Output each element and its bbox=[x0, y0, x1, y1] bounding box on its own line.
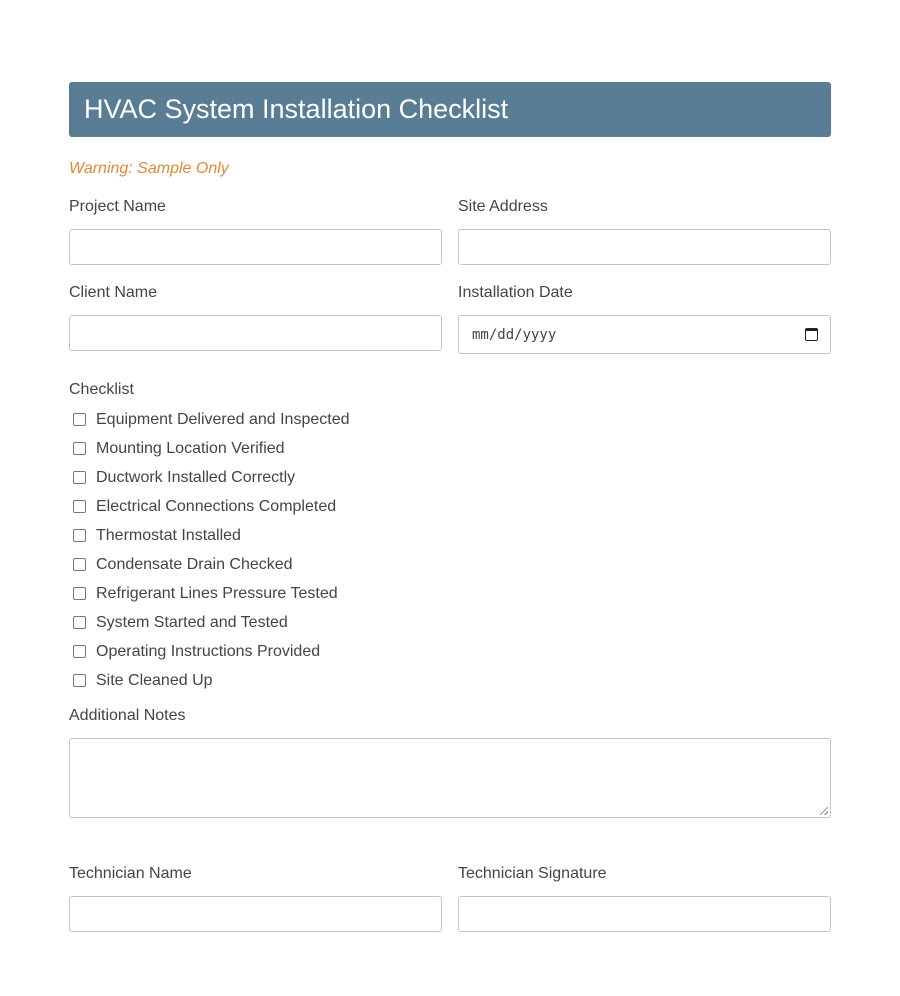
checklist-item[interactable] bbox=[69, 521, 350, 550]
project-name-input[interactable] bbox=[69, 229, 442, 265]
checkbox[interactable] bbox=[73, 442, 86, 455]
checkbox[interactable] bbox=[73, 674, 86, 687]
checklist-item[interactable] bbox=[69, 579, 350, 608]
calendar-icon[interactable] bbox=[805, 328, 818, 341]
site-address-input[interactable] bbox=[458, 229, 831, 265]
client-name-label: Client Name bbox=[69, 284, 158, 301]
checkbox[interactable] bbox=[73, 616, 86, 629]
checklist-item[interactable] bbox=[69, 492, 350, 521]
checklist-item-label: System Started and Tested bbox=[96, 613, 288, 631]
project-name-label: Project Name bbox=[69, 198, 166, 215]
additional-notes-textarea[interactable] bbox=[69, 738, 831, 818]
checklist-item-label: Operating Instructions Provided bbox=[96, 642, 321, 660]
site-address-label: Site Address bbox=[458, 198, 548, 215]
checklist-item[interactable] bbox=[69, 666, 350, 695]
checklist-item-label: Equipment Delivered and Inspected bbox=[96, 410, 350, 428]
installation-date-input[interactable] bbox=[458, 315, 831, 354]
checklist-label: Checklist bbox=[69, 381, 134, 398]
date-placeholder: mm/dd/yyyy bbox=[472, 326, 557, 343]
checklist-item-label: Ductwork Installed Correctly bbox=[96, 468, 296, 486]
technician-name-label: Technician Name bbox=[69, 865, 192, 882]
installation-date-label: Installation Date bbox=[458, 284, 573, 301]
client-name-input[interactable] bbox=[69, 315, 442, 351]
checklist-item-label: Mounting Location Verified bbox=[96, 439, 285, 457]
technician-name-input[interactable] bbox=[69, 896, 442, 932]
technician-signature-label: Technician Signature bbox=[458, 865, 607, 882]
form-header bbox=[69, 82, 831, 137]
checklist-item[interactable] bbox=[69, 434, 350, 463]
checklist-item-label: Refrigerant Lines Pressure Tested bbox=[96, 584, 338, 602]
checklist bbox=[69, 405, 350, 695]
checkbox[interactable] bbox=[73, 413, 86, 426]
technician-signature-input[interactable] bbox=[458, 896, 831, 932]
checklist-item[interactable] bbox=[69, 550, 350, 579]
checkbox[interactable] bbox=[73, 587, 86, 600]
warning-text: Warning: Sample Only bbox=[69, 160, 229, 177]
resize-handle-icon[interactable] bbox=[820, 807, 828, 815]
checklist-item-label: Condensate Drain Checked bbox=[96, 555, 293, 573]
checkbox[interactable] bbox=[73, 500, 86, 513]
checkbox[interactable] bbox=[73, 645, 86, 658]
additional-notes-label: Additional Notes bbox=[69, 707, 186, 724]
checkbox[interactable] bbox=[73, 529, 86, 542]
checklist-item-label: Site Cleaned Up bbox=[96, 671, 213, 689]
checkbox[interactable] bbox=[73, 471, 86, 484]
checklist-item[interactable] bbox=[69, 463, 350, 492]
checklist-item[interactable] bbox=[69, 637, 350, 666]
checklist-item-label: Thermostat Installed bbox=[96, 526, 241, 544]
checklist-item[interactable] bbox=[69, 608, 350, 637]
page-title: HVAC System Installation Checklist bbox=[84, 94, 509, 124]
checklist-item[interactable] bbox=[69, 405, 350, 434]
checklist-item-label: Electrical Connections Completed bbox=[96, 497, 337, 515]
checkbox[interactable] bbox=[73, 558, 86, 571]
